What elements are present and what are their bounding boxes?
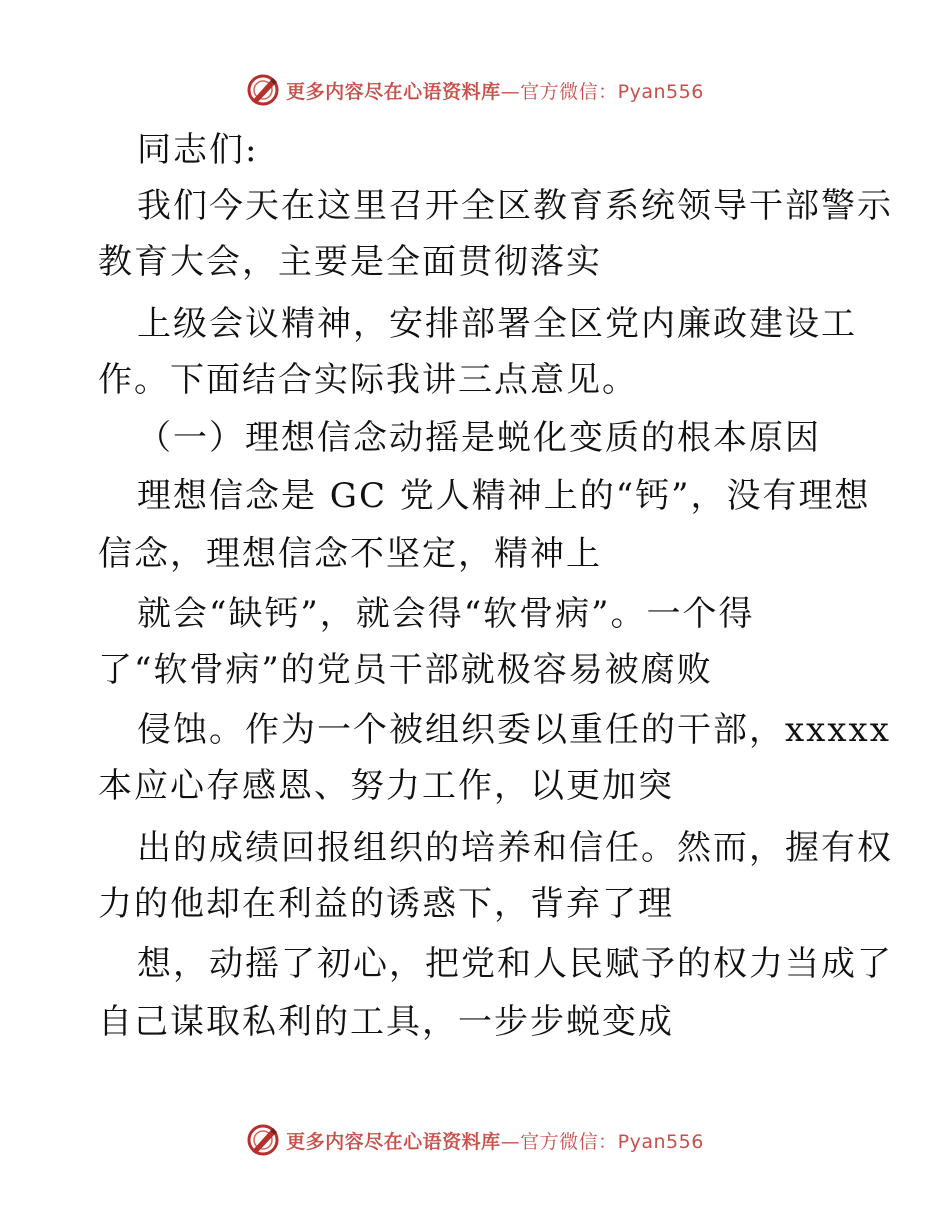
text-line: 侵蚀。作为一个被组织委以重任的干部，xxxxx — [137, 710, 891, 750]
text-line: 信念，理想信念不坚定，精神上 — [98, 534, 602, 574]
text-line: 了“软骨病”的党员干部就极容易被腐败 — [98, 650, 713, 690]
text-line: 教育大会，主要是全面贯彻落实 — [98, 242, 602, 282]
pen-circle-logo-icon — [246, 1123, 280, 1157]
text-line: 上级会议精神，安排部署全区党内廉政建设工 — [137, 304, 857, 344]
text-line: 本应心存感恩、努力工作，以更加突 — [98, 766, 674, 806]
footer-banner — [0, 1120, 950, 1160]
banner-text — [286, 1127, 704, 1154]
pen-circle-logo-icon — [246, 73, 280, 107]
text-line: 理想信念是 GC 党人精神上的“钙”，没有理想 — [137, 476, 871, 516]
banner-brand: 更多内容尽在心语资料库 — [286, 80, 501, 103]
text-line: 自己谋取私利的工具，一步步蜕变成 — [98, 1002, 674, 1042]
text-line: 我们今天在这里召开全区教育系统领导干部警示 — [137, 186, 893, 226]
text-line: 作。下面结合实际我讲三点意见。 — [98, 360, 638, 400]
header-banner — [0, 70, 950, 110]
banner-contact: —官方微信：Pyan556 — [500, 1130, 704, 1153]
text-line: 出的成绩回报组织的培养和信任。然而，握有权 — [137, 828, 893, 868]
text-line: 力的他却在利益的诱惑下，背弃了理 — [98, 884, 674, 924]
banner-text — [286, 77, 704, 104]
banner-contact: —官方微信：Pyan556 — [500, 80, 704, 103]
banner-brand: 更多内容尽在心语资料库 — [286, 1130, 501, 1153]
text-line: 同志们: — [137, 130, 259, 170]
section-heading: （一）理想信念动摇是蜕化变质的根本原因 — [137, 418, 821, 458]
text-line: 就会“缺钙”，就会得“软骨病”。一个得 — [137, 594, 755, 634]
text-line: 想，动摇了初心，把党和人民赋予的权力当成了 — [137, 944, 893, 984]
